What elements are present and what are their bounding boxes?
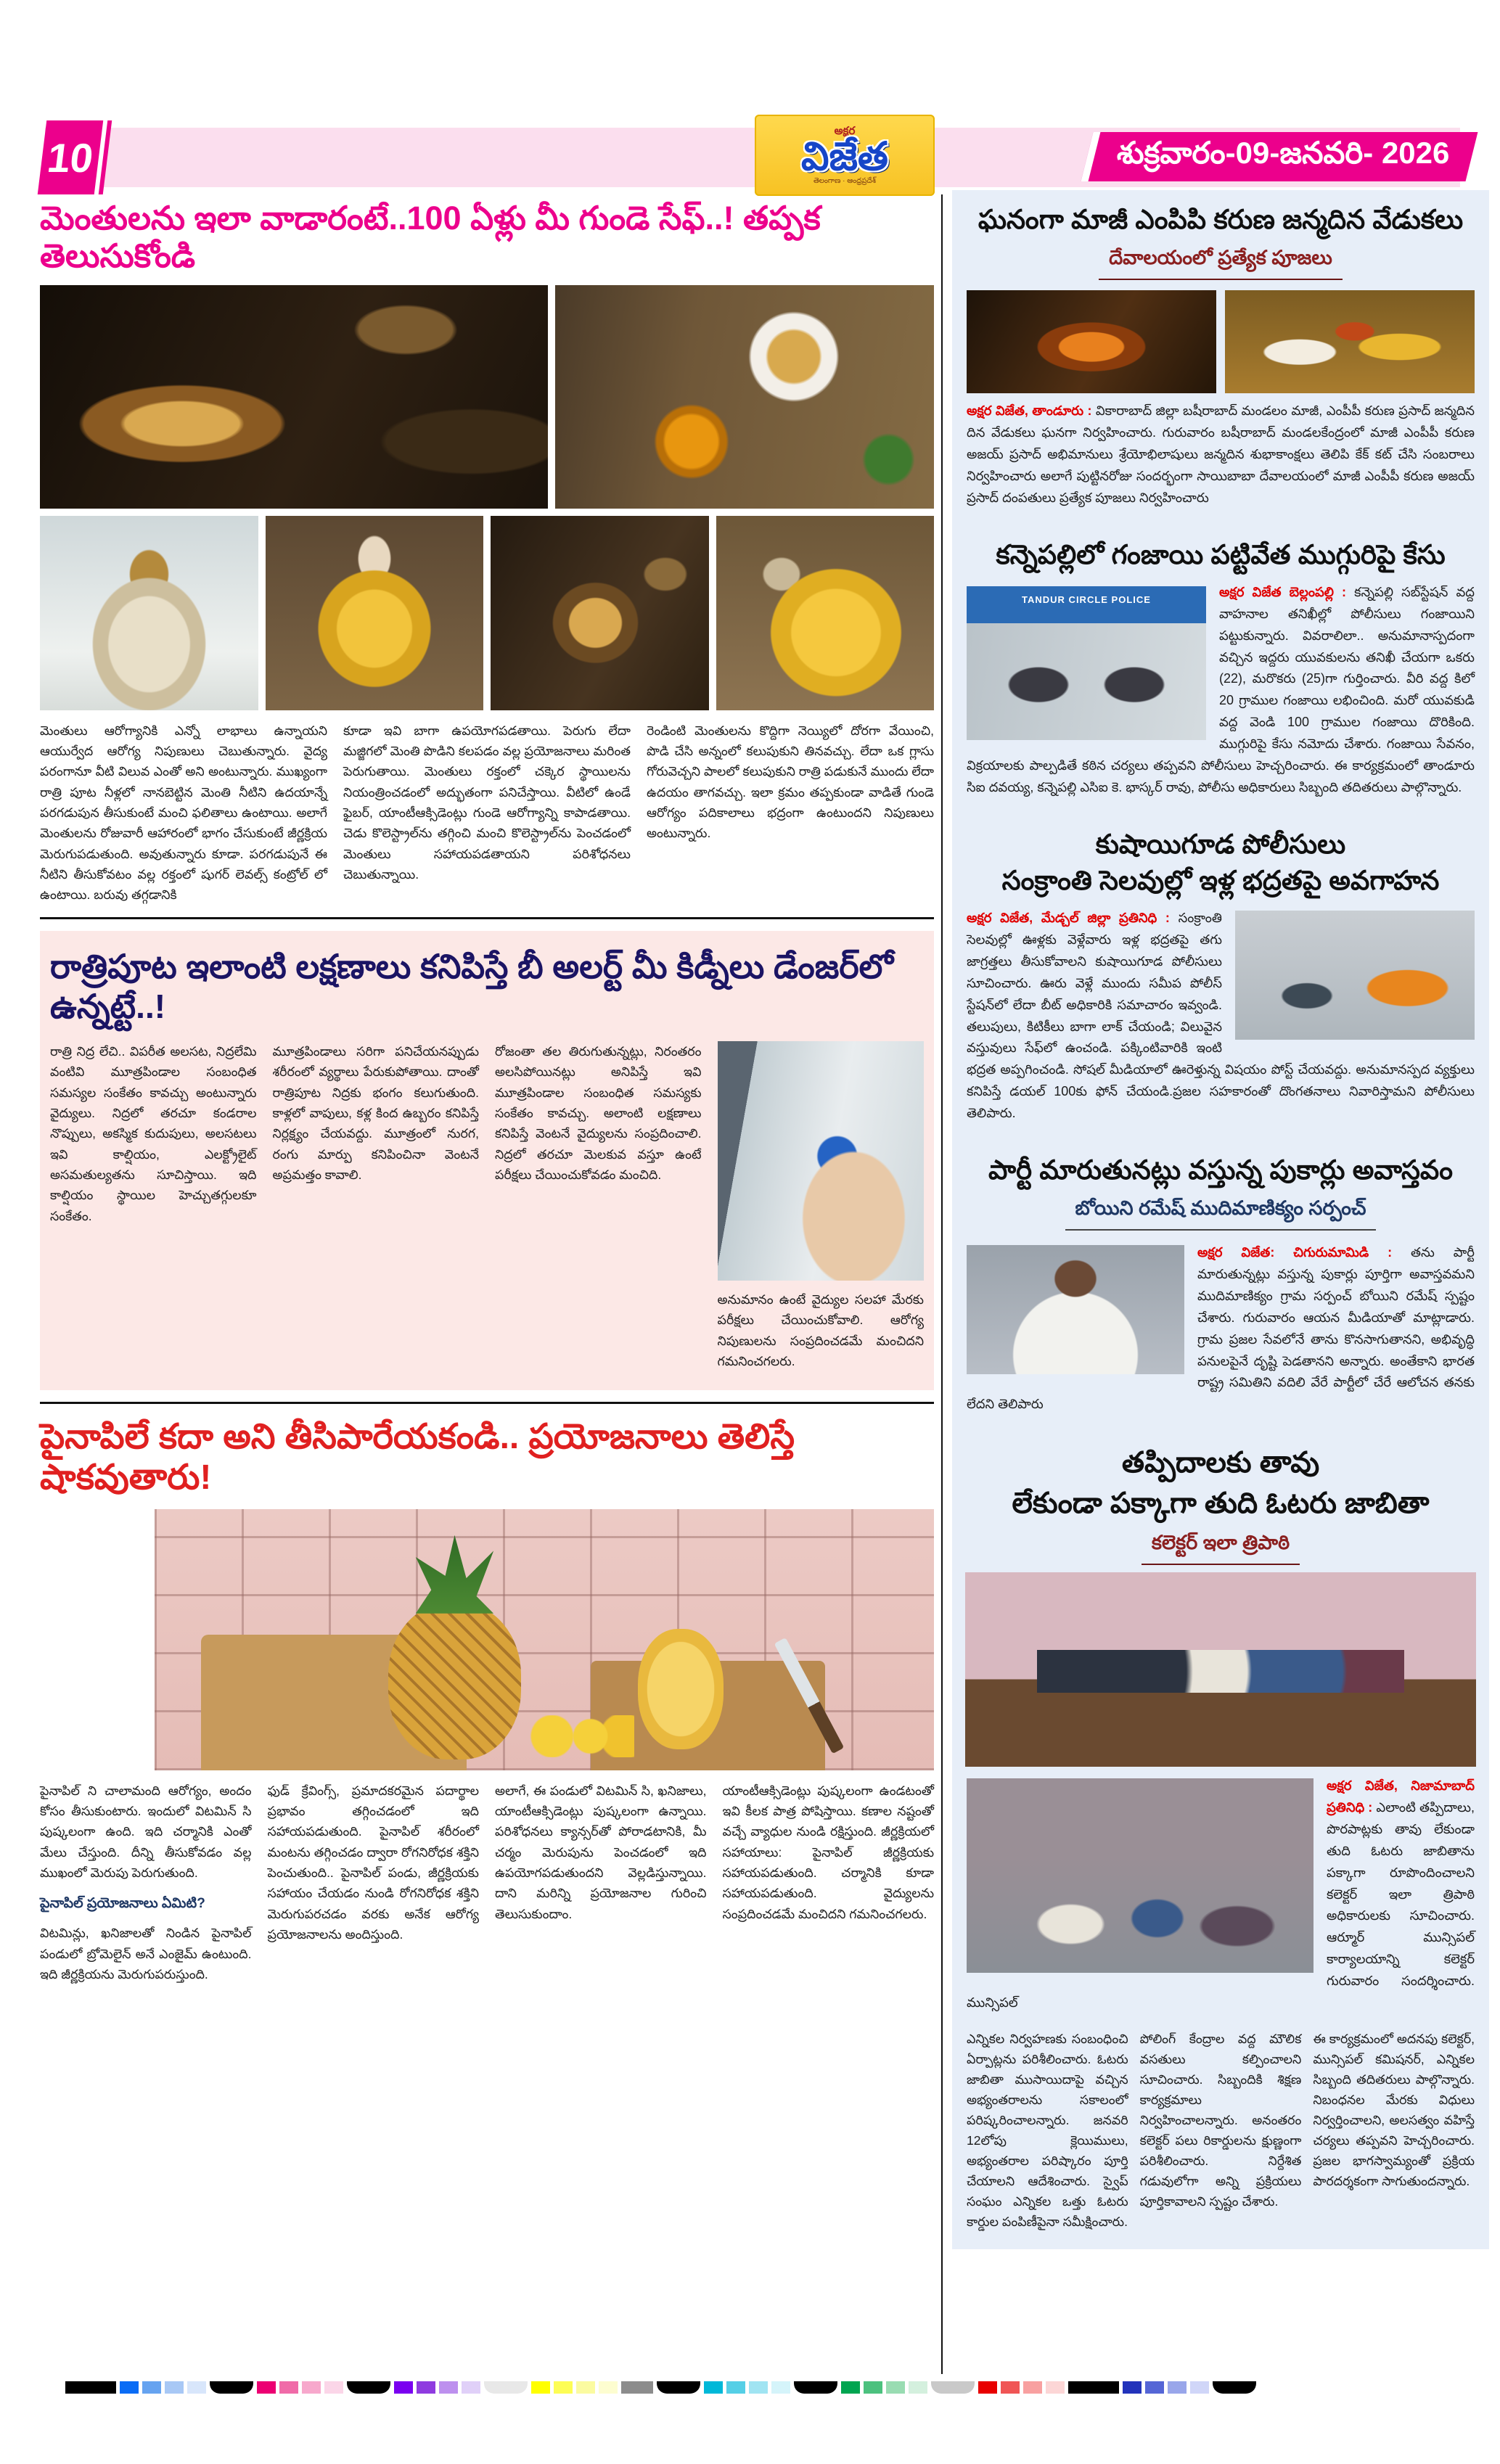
pineapple-body-col-4: యాంటీఆక్సిడెంట్లు పుష్కలంగా ఉండటంతో ఇవి కీలక పాత్ర పోషిస్తాయి. కణాల నష్టంతో వచ్చే వ్యాధుల నుండి రక్షిస్తుంది. జీర్ణక్రియలో సహాయాలు: పైనాపిల్ జీర్ణక్రియకు సహాయపడుతుంది. చర్మానికి కూడా సహాయపడుతుంది. వైద్యులను సంప్రదించడమే మంచిదని గమనించగలరు. bbox=[722, 1783, 934, 1921]
pineapple-col-1-text: పైనాపిల్ ని చాలామంది ఆరోగ్యం, అందం కోసం తీసుకుంటారు. ఇందులో విటమిన్ సి పుష్కలంగా ఉంది. ఇది చర్మానికి ఎంతో మేలు చేస్తుంది. దీన్ని తీసుకోవడం వల్ల ముఖంలో మెరుపు పెరుగుతుంది. bbox=[40, 1783, 252, 1881]
sarpanch-text: తను పార్టీ మారుతున్నట్లు వస్తున్న పుకార్లు పూర్తిగా అవాస్తవమని ముదిమాణిక్యం గ్రామ సర్పంచ్ బోయిని రమేష్ స్పష్టం చేశారు. గురువారం ఆయన మీడియాతో మాట్లాడారు. గ్రామ ప్రజల సేవలోనే తాను కొనసాగుతానని, అభివృద్ధి పనులపైనే దృష్టి పెడతానని అన్నారు. అంతేకాని భారత రాష్ట్ర సమితిని వదిలి వేరే పార్టీలో చేరే ఆలోచన తనకు లేదని తెలిపారు bbox=[967, 1245, 1475, 1412]
sarpanch-portrait-photo bbox=[967, 1245, 1184, 1374]
separator-line bbox=[40, 917, 934, 919]
calibration-swatch bbox=[931, 2381, 975, 2394]
calibration-swatch bbox=[439, 2381, 458, 2394]
calibration-swatch bbox=[531, 2381, 550, 2394]
article-birthday-headline: ఘనంగా మాజీ ఎంపిపి కరుణ జన్మదిన వేడుకలు bbox=[978, 205, 1464, 234]
birthday-text: వికారాబాద్ జిల్లా బషీరాబాద్ మండలం మాజీ, ఎంపీపీ కరుణ ప్రసాద్ జన్మదిన దిన వేడుకలు ఘనగా నిర్వహించారు. గురువారం బషీరాబాద్ మండలకేంద్రంలో మాజీ ఎంపీపీ కరుణ అజయ్ ప్రసాద్ అభిమానులు శ్రేయోభిలాషులు జన్మదిన శుభాకాంక్షలు తెలిపి కేక్ కట్ చేసి సంబరాలు నిర్వహించారు అలాగే పుట్టినరోజు సందర్భంగా సాయిబాబా దేవాలయంలో మాజీ ఎంపీపీ కరుణ అజయ్ ప్రసాద్ దంపతులు ప్రత్యేక పూజలు నిర్వహించారు bbox=[967, 403, 1475, 505]
kidney-body-col-1: రాత్రి నిద్ర లేచి.. విపరీత అలసట, నిద్రలేమి వంటివి మూత్రపిండాల సంబంధిత సమస్యల సంకేతం కావచ్చు అంటున్నారు వైద్యులు. నిద్రలో తరచూ కండరాల నొప్పులు, అకస్మిక కుదుపులు, అలసటలు ఇవి కాల్షియం, ఎలక్ట్రోలైట్ అసమతుల్యతను సూచిస్తాయి. ఇది కాల్షియం స్థాయిల హెచ్చుతగ్గులకూ సంకేతం. bbox=[50, 1043, 257, 1223]
article-birthday bbox=[952, 190, 1489, 525]
calibration-swatch bbox=[978, 2381, 997, 2394]
calibration-swatch bbox=[1023, 2381, 1042, 2394]
calibration-swatch bbox=[726, 2381, 745, 2394]
awareness-campaign-photo bbox=[1235, 911, 1475, 1040]
kidney-body-col-3: రోజంతా తల తిరుగుతున్నట్లు, నిరంతరం అలసిపోయినట్లు అనిపిస్తే ఇవి మూత్రపిండాల సంబంధిత సమస్యకు సంకేతం కావచ్చు. అలాంటి లక్షణాలు కనిపిస్తే వెంటనే వైద్యులను సంప్రదించాలి. నిద్రలో తరచూ మెలకువ వస్తూ ఉంటే పరీక్షలు చేయించుకోవడం మంచిది. bbox=[495, 1043, 702, 1183]
collector-meeting-photo bbox=[965, 1572, 1476, 1767]
calibration-swatch bbox=[120, 2381, 139, 2394]
fenugreek-cup-photo bbox=[40, 516, 258, 710]
kidney-body-col-4-text: అనుమానం ఉంటే వైద్యుల సలహా మేరకు పరీక్షలు చేయించుకోవాలి. ఆరోగ్య నిపుణులను సంప్రదించడమే మంచిదని గమనించగలరు. bbox=[717, 1291, 924, 1368]
calibration-swatch bbox=[257, 2381, 276, 2394]
fenugreek-photo-row-1 bbox=[40, 285, 934, 509]
article-fenugreek-headline: మెంతులను ఇలా వాడారంటే..100 ఏళ్లు మీ గుండె సేఫ్..! తప్పక తెలుసుకోండి bbox=[40, 200, 821, 274]
sarpanch-headline: పార్టీ మారుతునట్లు వస్తున్న పుకార్లు అవాస్తవం bbox=[988, 1154, 1453, 1185]
calibration-swatch bbox=[657, 2381, 700, 2394]
article-pineapple-headline: పైనాపిలే కదా అని తీసిపారేయకండి.. ప్రయోజనాలు తెలిస్తే షాకవుతారు! bbox=[40, 1418, 795, 1497]
calibration-swatch bbox=[599, 2381, 618, 2394]
fenugreek-body-col-2: కూడా ఇవి బాగా ఉపయోగపడతాయి. పెరుగు లేదా మజ్జిగలో మెంతి పొడిని కలపడం వల్ల ప్రయోజనాలు మరింత పెరుగుతాయి. మెంతులు రక్తంలో చక్కెర స్థాయిలను నియంత్రించడంలో అద్భుతంగా పనిచేస్తాయి. వీటిలో ఉండే ఫైబర్, యాంటీఆక్సిడెంట్లు గుండె ఆరోగ్యాన్ని కాపాడతాయి. చెడు కొలెస్ట్రాల్‌ను తగ్గించి మంచి కొలెస్ట్రాల్‌ను పెంచడంలో మెంతులు సహాయపడతాయని పరిశోధనలు చెబుతున్నాయి. bbox=[343, 723, 631, 882]
meeting-figures-graphic bbox=[1037, 1650, 1405, 1693]
voter-body-columns bbox=[952, 2024, 1489, 2239]
pineapple-photo bbox=[155, 1509, 934, 1770]
calibration-swatch bbox=[576, 2381, 595, 2394]
calibration-swatch bbox=[909, 2381, 927, 2394]
voter-col-3: ఈ కార్యక్రమంలో అదనపు కలెక్టర్, మున్సిపల్ కమిషనర్, ఎన్నికల సిబ్బంది తదితరులు పాల్గొన్నారు. నిబంధనల మేరకు విధులు నిర్వర్తించాలని, అలసత్వం వహిస్తే చర్యలు తప్పవని హెచ్చరించారు. ప్రజల భాగస్వామ్యంతో ప్రక్రియ పారదర్శకంగా సాగుతుందన్నారు. bbox=[1313, 2031, 1475, 2188]
home-safety-dateline: అక్షర విజేత, మేడ్చల్ జిల్లా ప్రతినిధి : bbox=[967, 911, 1179, 926]
calibration-swatch bbox=[394, 2381, 413, 2394]
ultrasound-photo bbox=[718, 1041, 925, 1281]
kidney-body bbox=[40, 1031, 934, 1376]
separator-line-2 bbox=[40, 1402, 934, 1404]
ganja-text: కన్నెపల్లి సబ్‌స్టేషన్ వద్ద వాహనాల తనిఖీల్లో పోలీసులు గంజాయిని పట్టుకున్నారు. వివరాలిలా.. అనుమానాస్పదంగా వచ్చిన ఇద్దరు యువకులను తనిఖీ చేయగా ఒకరు (22), మరొకరు (25)గా గుర్తించారు. వీరి వద్ద కిలో 20 గ్రాముల గంజాయి లభించింది. మరో యువకుడి వద్ద వెండి 100 గ్రాముల గంజాయి దొరికింది. ముగ్గురిపై కేసు నమోదు చేశారు. గంజాయి సేవనం, విక్రయాలకు పాల్పడితే కఠిన చర్యలు తప్పవని పోలీసులు హెచ్చరించారు. ఈ కార్యక్రమంలో తాండూరు సిఐ దవయ్య, కన్నెపల్లి ఎసిఐ కె. భాస్కర్ రావు, పోలీసు అధికారులు సిబ్బంది తదితరులు పాల్గొన్నారు. bbox=[967, 584, 1475, 794]
pineapple-benefits-subhead: పైనాపిల్ ప్రయోజనాలు ఏమిటి? bbox=[40, 1896, 205, 1912]
calibration-swatch bbox=[841, 2381, 860, 2394]
calibration-swatch bbox=[1046, 2381, 1065, 2394]
calibration-swatch bbox=[771, 2381, 790, 2394]
article-pineapple bbox=[40, 1417, 934, 1984]
main-section bbox=[40, 200, 934, 1984]
fenugreek-body bbox=[40, 720, 934, 905]
voter-headline-1: తప్పిదాలకు తావు bbox=[1121, 1447, 1320, 1479]
kidney-body-col-4 bbox=[718, 1041, 925, 1371]
calibration-swatch bbox=[1190, 2381, 1209, 2394]
calibration-swatch bbox=[210, 2381, 253, 2394]
calibration-swatch bbox=[749, 2381, 768, 2394]
pineapple-slices-graphic bbox=[525, 1715, 634, 1757]
calibration-swatch bbox=[1145, 2381, 1164, 2394]
article-ganja-headline: కన్నెపల్లిలో గంజాయి పట్టివేత ముగ్గురిపై కేసు bbox=[996, 539, 1446, 570]
article-kidney bbox=[40, 931, 934, 1391]
calibration-swatch bbox=[704, 2381, 723, 2394]
edition-date: శుక్రవారం-09-జనవరి- 2026 bbox=[1116, 135, 1450, 170]
calibration-swatch bbox=[484, 2381, 528, 2394]
calibration-swatch bbox=[554, 2381, 573, 2394]
calibration-swatch bbox=[187, 2381, 206, 2394]
article-voter-list bbox=[952, 1432, 1489, 2245]
article-sarpanch bbox=[952, 1141, 1489, 1432]
calibration-swatch bbox=[794, 2381, 837, 2394]
calibration-swatch bbox=[324, 2381, 343, 2394]
fenugreek-bowl-photo bbox=[491, 516, 709, 710]
masthead-logo bbox=[755, 115, 935, 196]
pineapple-body-col-3: అలాగే, ఈ పండులో విటమిన్ సి, ఖనిజాలు, యాంటీఆక్సిడెంట్లు పుష్కలంగా ఉన్నాయి. పరిశోధనలు క్యాన్సర్‌తో పోరాడటానికి, మీ చర్మం మెరుపును పెంచడంలో ఇది ఉపయోగపడుతుందని వెల్లడిస్తున్నాయి. దాని మరిన్ని ప్రయోజనాల గురించి తెలుసుకుందాం. bbox=[495, 1783, 707, 1921]
fenugreek-photo-row-2 bbox=[40, 516, 934, 710]
fenugreek-dark-photo bbox=[40, 285, 548, 509]
ghee-clamp-jar-photo bbox=[716, 516, 935, 710]
page-number: 10 bbox=[38, 120, 108, 194]
calibration-swatch bbox=[279, 2381, 298, 2394]
home-safety-text: సంక్రాంతి సెలవుల్లో ఊళ్లకు వెళ్లేవారు ఇళ్ల భద్రతపై తగు జాగ్రత్తలు తీసుకోవాలని కుషాయిగూడ పోలీసులు సూచించారు. ఊరు వెళ్లే ముందు సమీప పోలీస్ స్టేషన్‌లో లేదా బీట్ అధికారికి సమాచారం ఇవ్వండి. తలుపులు, కిటికీలు బాగా లాక్ చేయండి; విలువైన వస్తువులు సేఫ్‌లో ఉంచండి. పక్కింటివారికి ఇంటి భద్రత అప్పగించండి. సోషల్ మీడియాలో ఊరెళ్తున్న విషయం పోస్ట్ చేయవద్దు. అనుమానస్పద వ్యక్తులు కనిపిస్తే డయల్ 100కు ఫోన్ చేయండి.ప్రజల సహకారంతో దొంగతనాలు నివారిస్తామని పోలీసులు తెలిపారు. bbox=[967, 911, 1475, 1120]
calibration-swatch bbox=[417, 2381, 435, 2394]
meeting-audience-photo bbox=[967, 1778, 1313, 1973]
pineapple-body-col-2: ఫుడ్ క్రేవింగ్స్, ప్రమాదకరమైన పదార్థాల ప్రభావం తగ్గించడంలో ఇది సహాయపడుతుంది. పైనాపిల్ శరీరంలో మంటను తగ్గించడం ద్వారా రోగనిరోధక శక్తిని పెంచుతుంది.. పైనాపిల్ పండు, జీర్ణక్రియకు సహాయం చేయడం నుండి రోగనిరోధక శక్తిని మెరుగుపరచడం వరకు అనేక ఆరోగ్య ప్రయోజనాలను అందిస్తుంది. bbox=[267, 1783, 479, 1942]
calibration-swatch bbox=[142, 2381, 161, 2394]
pineapple-body-col-1 bbox=[40, 1781, 252, 1985]
masthead-title: విజేత bbox=[801, 134, 888, 178]
masthead-bottom-label: తెలంగాణ · ఆంధ్రప్రదేశ్ bbox=[813, 177, 877, 186]
fenugreek-board-photo bbox=[555, 285, 934, 509]
temple-photo-1 bbox=[967, 290, 1216, 393]
calibration-swatch bbox=[165, 2381, 184, 2394]
ganja-body bbox=[952, 578, 1489, 809]
calibration-swatch bbox=[347, 2381, 390, 2394]
voter-dateline: అక్షర విజేత, నిజామాబాద్ ప్రతినిధి : bbox=[1327, 1778, 1475, 1815]
voter-col-1: ఎన్నికల నిర్వహణకు సంబంధించి ఏర్పాట్లను పరిశీలించారు. ఓటరు జాబితా ముసాయిదాపై వచ్చిన అభ్యంతరాలను సకాలంలో పరిష్కరించాలన్నారు. జనవరి 12లోపు క్లెయిములు, అభ్యంతరాల పరిష్కారం పూర్తి చేయాలని ఆదేశించారు. స్వైప్ సంఘం ఎన్నికల ఒత్తు ఓటరు కార్డుల పంపిణీపైనా సమీక్షించారు. bbox=[967, 2031, 1128, 2229]
birthday-photos bbox=[952, 287, 1489, 396]
calibration-swatch bbox=[886, 2381, 905, 2394]
fenugreek-body-col-3: రెండింటి మెంతులను కొద్దిగా నెయ్యిలో దోరగా వేయించి, పొడి చేసి అన్నంలో కలుపుకుని తినవచ్చు. లేదా ఒక గ్లాసు గోరువెచ్చని పాలలో కలుపుకుని రాత్రి పడుకునే ముందు లేదా ఉదయం తాగవచ్చు. ఇలా క్రమం తప్పకుండా వాడితే గుండె ఆరోగ్యం పదికాలాలు భద్రంగా ఉంటుందని నిపుణులు అంటున్నారు. bbox=[647, 723, 934, 841]
kidney-body-col-2: మూత్రపిండాలు సరిగా పనిచేయనప్పుడు శరీరంలో వ్యర్థాలు పేరుకుపోతాయి. దాంతో రాత్రిపూట నిద్రకు భంగం కలుగుతుంది. కాళ్లలో వాపులు, కళ్ల కింద ఉబ్బరం కనిపిస్తే నిర్లక్ష్యం చేయవద్దు. మూత్రంలో నురగ, రంగు మార్పు కనిపించినా వెంటనే అప్రమత్తం కావాలి. bbox=[272, 1043, 479, 1183]
sarpanch-body bbox=[952, 1238, 1489, 1426]
fenugreek-body-col-1: మెంతులు ఆరోగ్యానికి ఎన్నో లాభాలు ఉన్నాయని ఆయుర్వేద ఆరోగ్య నిపుణులు చెబుతున్నారు. వైద్య పరంగానూ వీటి విలువ ఎంతో అని అంటున్నారు. ముఖ్యంగా రాత్రి పూట నీళ్లలో నానబెట్టిన మెంతి నీటిని ఉదయాన్నే పరగడుపున తీసుకుంటే మంచి ఫలితాలు ఉంటాయి. అలాగే మెంతులను రోజువారీ ఆహారంలో భాగం చేసుకుంటే జీర్ణక్రియ మెరుగుపడుతుంది. అవుతున్నారు కూడా. పరగడుపునే ఈ నీటిని తీసుకోవటం వల్ల రక్తంలో షుగర్ లెవల్స్ కంట్రోల్ లో ఉంటాయి. బరువు తగ్గడానికి bbox=[40, 723, 327, 903]
voter-headline-2: లేకుండా పక్కాగా తుది ఓటరు జాబితా bbox=[1012, 1487, 1430, 1520]
sarpanch-subhead: బోయిని రమేష్ ముదిమాణిక్యం సర్పంచ్ bbox=[1065, 1197, 1377, 1231]
sarpanch-dateline: అక్షర విజేత: చిగురుమామిడి : bbox=[1197, 1245, 1411, 1260]
birthday-dateline: అక్షర విజేత, తాండూరు : bbox=[967, 403, 1096, 419]
article-fenugreek bbox=[40, 200, 934, 905]
pineapple-body-graphic bbox=[388, 1603, 521, 1759]
voter-text: ఎలాంటి తప్పిదాలు, పొరపాట్లకు తావు లేకుండా తుది ఓటరు జాబితాను పక్కాగా రూపొందించాలని కలెక్టర్ ఇలా త్రిపాఠి అధికారులకు సూచించారు. ఆర్మూర్ మున్సిపల్ కార్యాలయాన్ని కలెక్టర్ గురువారం సందర్శించారు. మున్సిపల్ bbox=[967, 1800, 1475, 2010]
date-band bbox=[1081, 132, 1478, 181]
home-safety-headline-2: సంక్రాంతి సెలవుల్లో ఇళ్ల భద్రతపై అవగాహన bbox=[1001, 865, 1440, 895]
article-ganja-case bbox=[952, 525, 1489, 815]
calibration-swatch bbox=[462, 2381, 480, 2394]
pineapple-crown-graphic bbox=[416, 1535, 493, 1614]
ganja-dateline: అక్షర విజేత బెల్లంపల్లి : bbox=[1219, 584, 1355, 599]
birthday-body bbox=[952, 396, 1489, 519]
ghee-open-jar-photo bbox=[266, 516, 484, 710]
calibration-swatch bbox=[302, 2381, 321, 2394]
pineapple-body bbox=[40, 1781, 934, 1985]
calibration-swatch bbox=[1001, 2381, 1020, 2394]
police-seizure-photo bbox=[967, 586, 1206, 740]
article-home-safety bbox=[952, 815, 1489, 1141]
calibration-swatch bbox=[1213, 2381, 1256, 2394]
voter-body bbox=[952, 1771, 1489, 2024]
calibration-swatch bbox=[1168, 2381, 1187, 2394]
masthead-top-label: అక్షర bbox=[834, 124, 856, 137]
calibration-swatch bbox=[65, 2381, 116, 2394]
calibration-swatch bbox=[864, 2381, 882, 2394]
voter-col-2: పోలింగ్ కేంద్రాల వద్ద మౌలిక వసతులు కల్పించాలని సూచించారు. సిబ్బందికి శిక్షణ కార్యక్రమాలు నిర్వహించాలన్నారు. అనంతరం కలెక్టర్ పలు రికార్డులను క్షుణ్ణంగా పరిశీలించారు. నిర్దేశిత గడువులోగా అన్ని ప్రక్రియలు పూర్తికావాలని స్పష్టం చేశారు. bbox=[1139, 2031, 1302, 2209]
home-safety-body bbox=[952, 903, 1489, 1135]
calibration-swatch bbox=[1123, 2381, 1142, 2394]
side-section bbox=[952, 190, 1489, 2249]
home-safety-headline-1: కుషాయిగూడ పోలీసులు bbox=[1095, 829, 1346, 859]
pineapple-col-1-text-2: విటమిన్లు, ఖనిజాలతో నిండిన పైనాపిల్ పండులో బ్రోమెలైన్ అనే ఎంజైమ్ ఉంటుంది. ఇది జీర్ణక్రియను మెరుగుపరుస్తుంది. bbox=[40, 1926, 252, 1982]
calibration-strip bbox=[65, 2381, 1480, 2394]
calibration-swatch bbox=[621, 2381, 653, 2394]
voter-subhead: కలెక్టర్ ఇలా త్రిపాఠి bbox=[1142, 1532, 1300, 1565]
article-kidney-headline: రాత్రిపూట ఇలాంటి లక్షణాలు కనిపిస్తే బీ అలర్ట్ మీ కిడ్నీలు డేంజర్‌లో ఉన్నట్టే..! bbox=[50, 947, 893, 1025]
pineapple-half-graphic bbox=[638, 1629, 724, 1749]
calibration-swatch bbox=[1068, 2381, 1119, 2394]
article-birthday-subhead: దేవాలయంలో ప్రత్యేక పూజలు bbox=[1099, 247, 1343, 280]
temple-photo-2 bbox=[1225, 290, 1475, 393]
column-divider bbox=[941, 194, 943, 2374]
